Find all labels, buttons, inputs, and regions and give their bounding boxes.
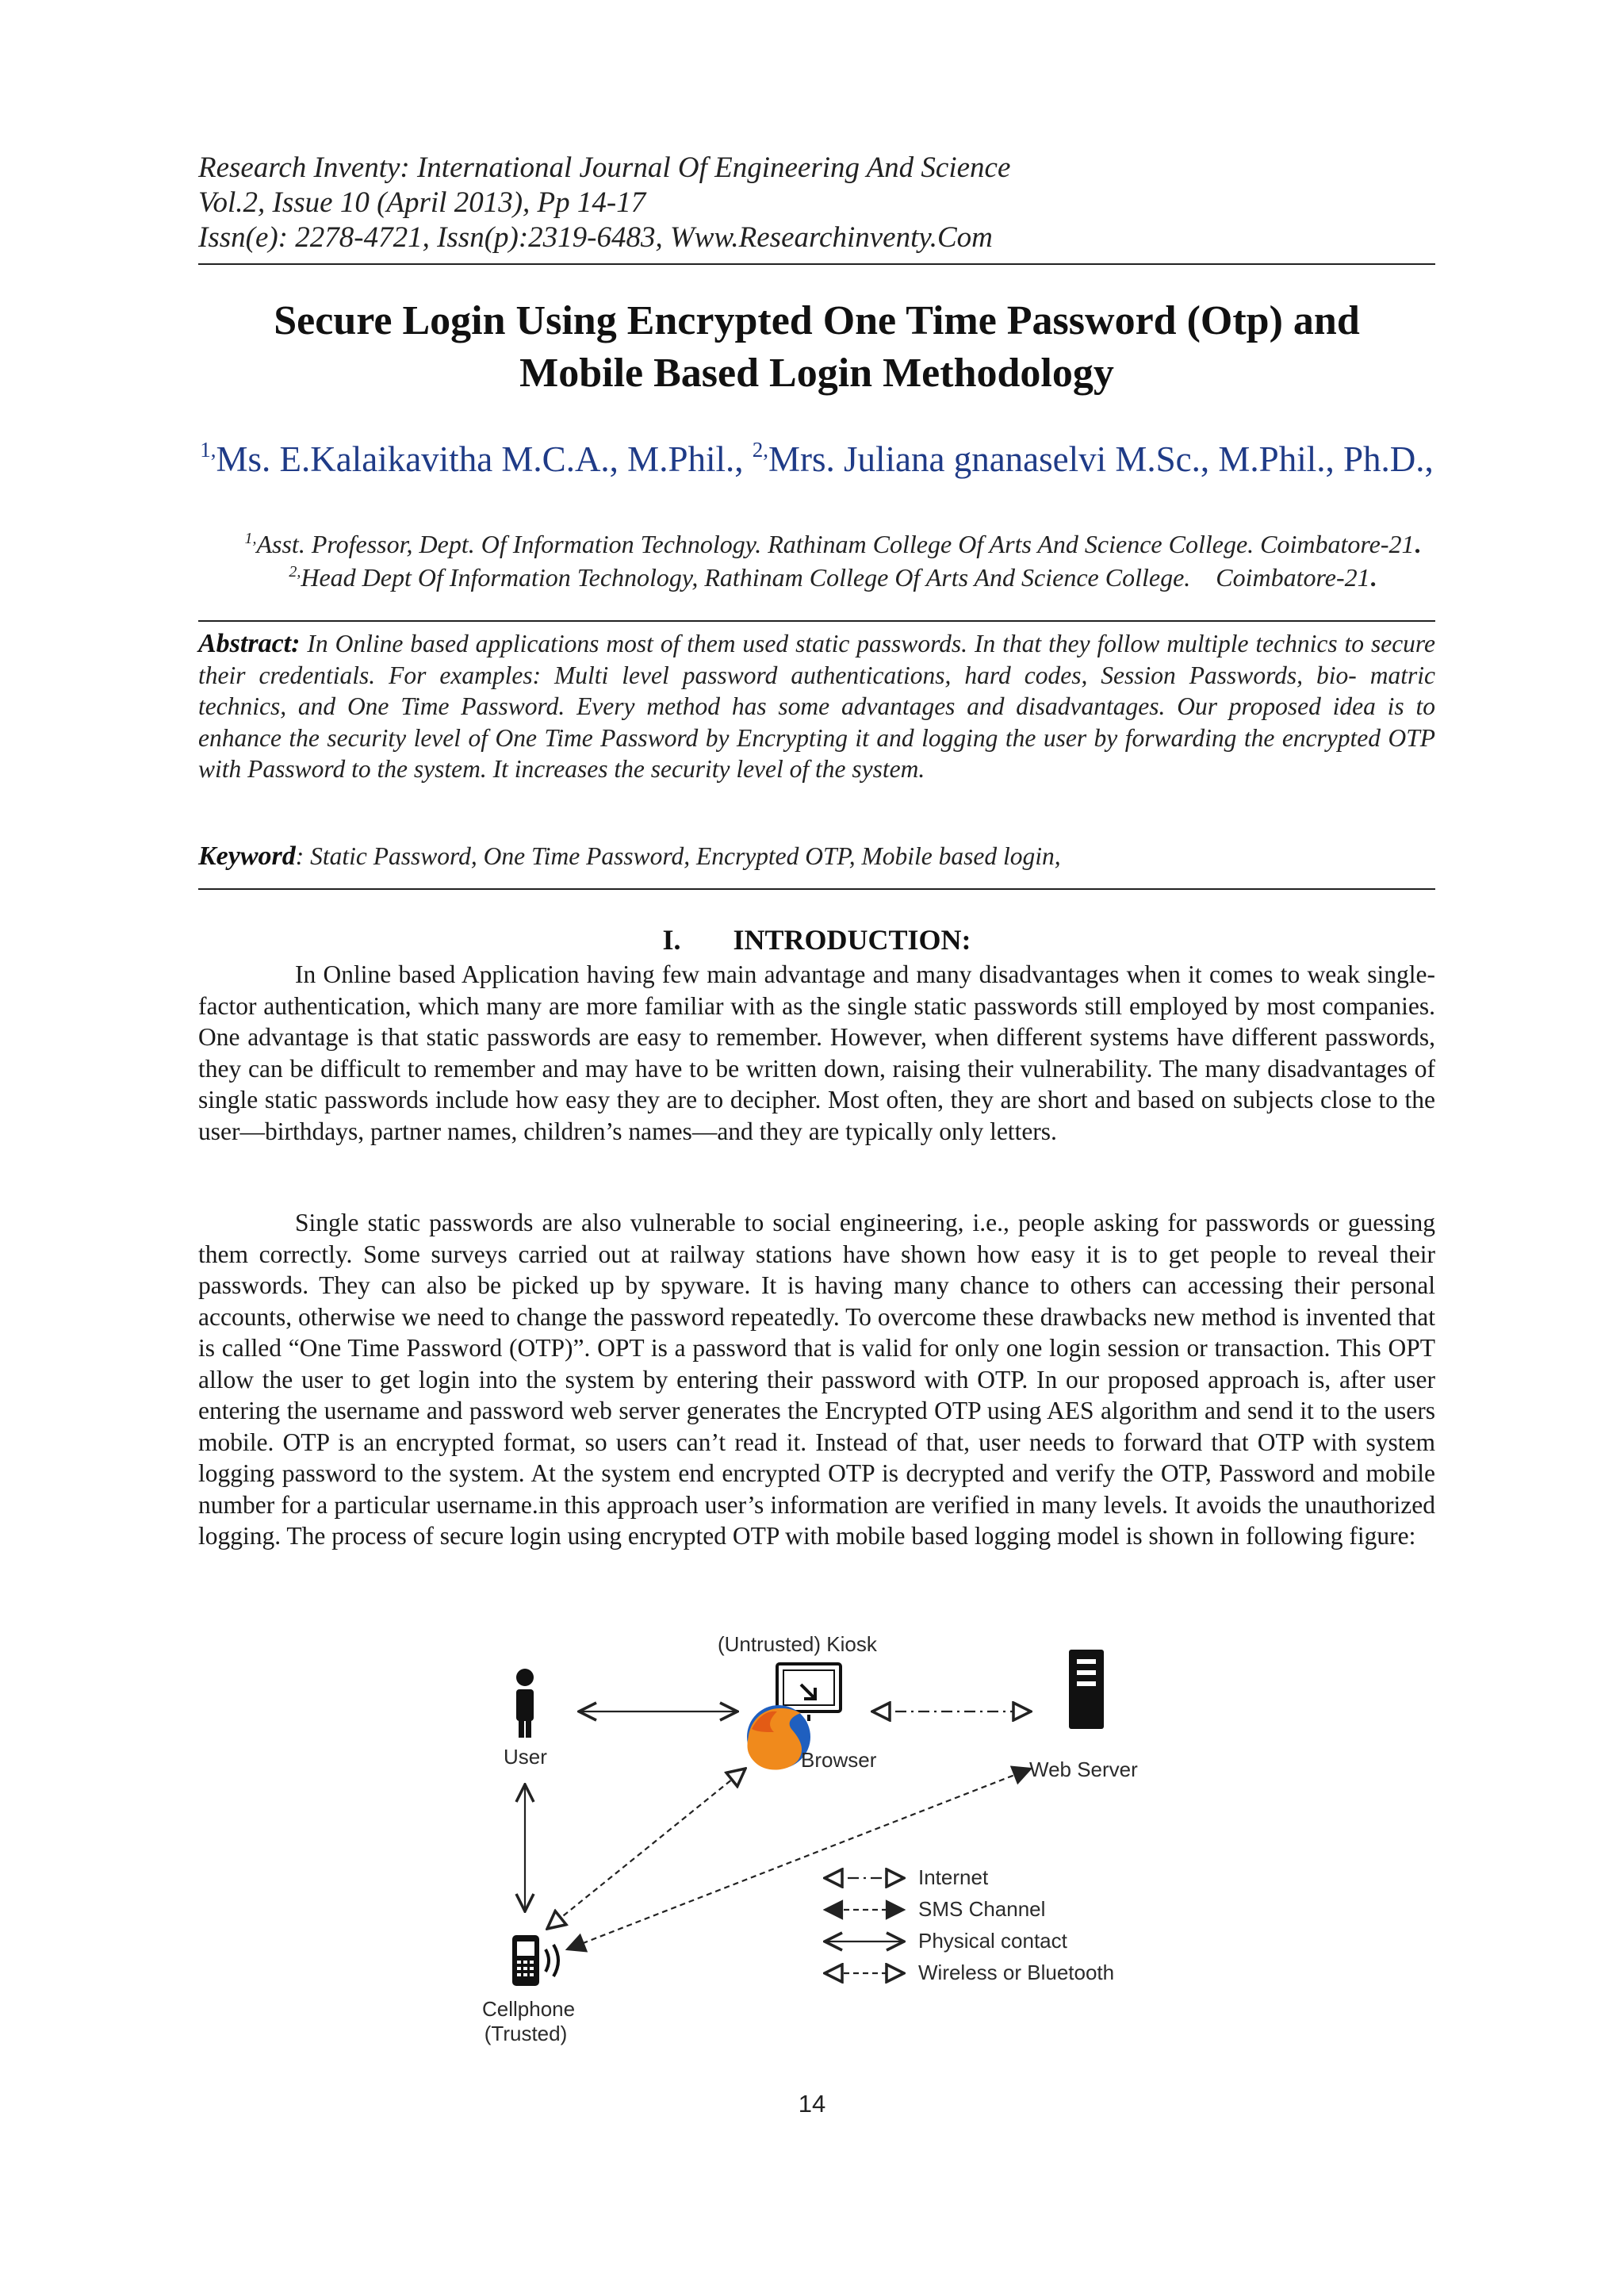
server-icon	[1069, 1650, 1104, 1729]
affiliation-2	[198, 561, 1467, 594]
page-number: 14	[798, 2090, 826, 2118]
section-number: I.	[662, 924, 681, 956]
section-title: INTRODUCTION:	[733, 924, 971, 956]
paper-title	[198, 295, 1435, 400]
affiliation-2-end: .	[1369, 563, 1377, 592]
journal-header	[198, 151, 1435, 255]
author-2-marker: 2,	[752, 438, 768, 462]
paper-title-line-2: Mobile Based Login Methodology	[519, 351, 1114, 396]
user-label: User	[504, 1745, 547, 1769]
legend-internet: Internet	[918, 1865, 989, 1889]
keywords-bottom-rule	[198, 888, 1435, 890]
abstract-top-rule	[198, 620, 1435, 622]
cellphone-label-line-1: Cellphone	[482, 1997, 576, 2021]
legend-wireless: Wireless or Bluetooth	[918, 1961, 1115, 1984]
journal-name: Research Inventy: International Journal Of Engineering And Science	[198, 151, 1011, 184]
affiliation-1-marker: 1,	[244, 530, 257, 547]
intro-paragraph-1-text: In Online based Application having few main advantage and many disadvantages when it comes to weak single-factor authentication, which many are more familiar with as the single static passwords still employed by most companies. One advantage is that static passwords are easy to remember. However, when different systems have different passwords, they can be difficult to remember and may have to be written down, raising their vulnerability. The many disadvantages of single static passwords include how easy they are to decipher. Most often, they are short and based on subjects close to the user—birthdays, partner names, children’s names—and they are typically only letters.	[198, 960, 1435, 1145]
author-2: Mrs. Juliana gnanaselvi M.Sc., M.Phil., Ph.D.,	[768, 439, 1434, 479]
browser-label: Browser	[801, 1748, 877, 1772]
affiliation-1-end: .	[1414, 530, 1421, 558]
abstract-text: In Online based applications most of them used static passwords. In that they follow multiple technics to secure their credentials. For examples: Multi level password authentications, hard codes, Session Passwords, bio- matric technics, and One Time Password. Every method has some advantages and disadvantages. Our proposed idea is to enhance the security level of One Time Password by Encrypting it and logging the user by forwarding the encrypted OTP with Password to the system. It increases the security level of the system.	[198, 630, 1436, 783]
legend-sms: SMS Channel	[918, 1897, 1046, 1921]
figure-legend	[825, 1878, 904, 1973]
abstract	[198, 628, 1435, 785]
intro-paragraph-2	[198, 1207, 1435, 1552]
server-label: Web Server	[1029, 1757, 1138, 1781]
legend-physical: Physical contact	[918, 1929, 1067, 1953]
intro-paragraph-1	[198, 959, 1435, 1147]
cellphone-icon	[512, 1935, 558, 1986]
keywords	[198, 841, 1435, 872]
journal-volume: Vol.2, Issue 10 (April 2013), Pp 14-17	[198, 186, 646, 219]
user-icon	[516, 1669, 534, 1738]
paper-title-line-1: Secure Login Using Encrypted One Time Password (Otp) and	[274, 298, 1360, 343]
figure-secure-login-model	[428, 1634, 1221, 2066]
section-heading	[198, 922, 1435, 957]
abstract-label: Abstract:	[198, 629, 301, 658]
author-1: Ms. E.Kalaikavitha M.C.A., M.Phil.,	[216, 439, 753, 479]
cellphone-label-line-2: (Trusted)	[484, 2022, 568, 2045]
journal-issn: Issn(e): 2278-4721, Issn(p):2319-6483, Www.Researchinventy.Com	[198, 221, 993, 254]
keywords-label: Keyword	[198, 841, 296, 871]
header-rule	[198, 263, 1435, 265]
keywords-text: : Static Password, One Time Password, Encrypted OTP, Mobile based login,	[295, 842, 1061, 870]
author-list	[198, 436, 1435, 482]
affiliation-2-marker: 2,	[289, 563, 301, 581]
affiliations	[198, 527, 1467, 594]
cellphone-label	[482, 1997, 576, 2046]
affiliation-1	[198, 527, 1467, 561]
author-1-marker: 1,	[200, 438, 216, 462]
affiliation-2-text: Head Dept Of Information Technology, Rathinam College Of Arts And Science College. Coimbatore-21	[301, 563, 1370, 592]
kiosk-label: (Untrusted) Kiosk	[718, 1632, 877, 1656]
affiliation-1-text: Asst. Professor, Dept. Of Information Technology. Rathinam College Of Arts And Science College. Coimbatore-21	[256, 530, 1415, 558]
intro-paragraph-2-text: Single static passwords are also vulnerable to social engineering, i.e., people asking for passwords or guessing them correctly. Some surveys carried out at railway stations have shown how easy it is to get people to reveal their passwords. They can also be picked up by spyware. It is having many chance to others can accessing their personal accounts, otherwise we need to change the password repeatedly. To overcome these drawbacks new method is invented that is called “One Time Password (OTP)”. OPT is a password that is valid for only one login session or transaction. This OPT allow the user to get login into the system by entering their password with OTP. In our proposed approach is, after user entering the username and password web server generates the Encrypted OTP using AES algorithm and send it to the users mobile. OTP is an encrypted format, so users can’t read it. Instead of that, user needs to forward that OTP with system logging password to the system. At the system end encrypted OTP is decrypted and verify the OTP, Password and mobile number for a particular username.in this approach user’s information are verified in many levels. It avoids the unauthorized logging. The process of secure login using encrypted OTP with mobile based logging model is shown in following figure:	[198, 1209, 1435, 1550]
